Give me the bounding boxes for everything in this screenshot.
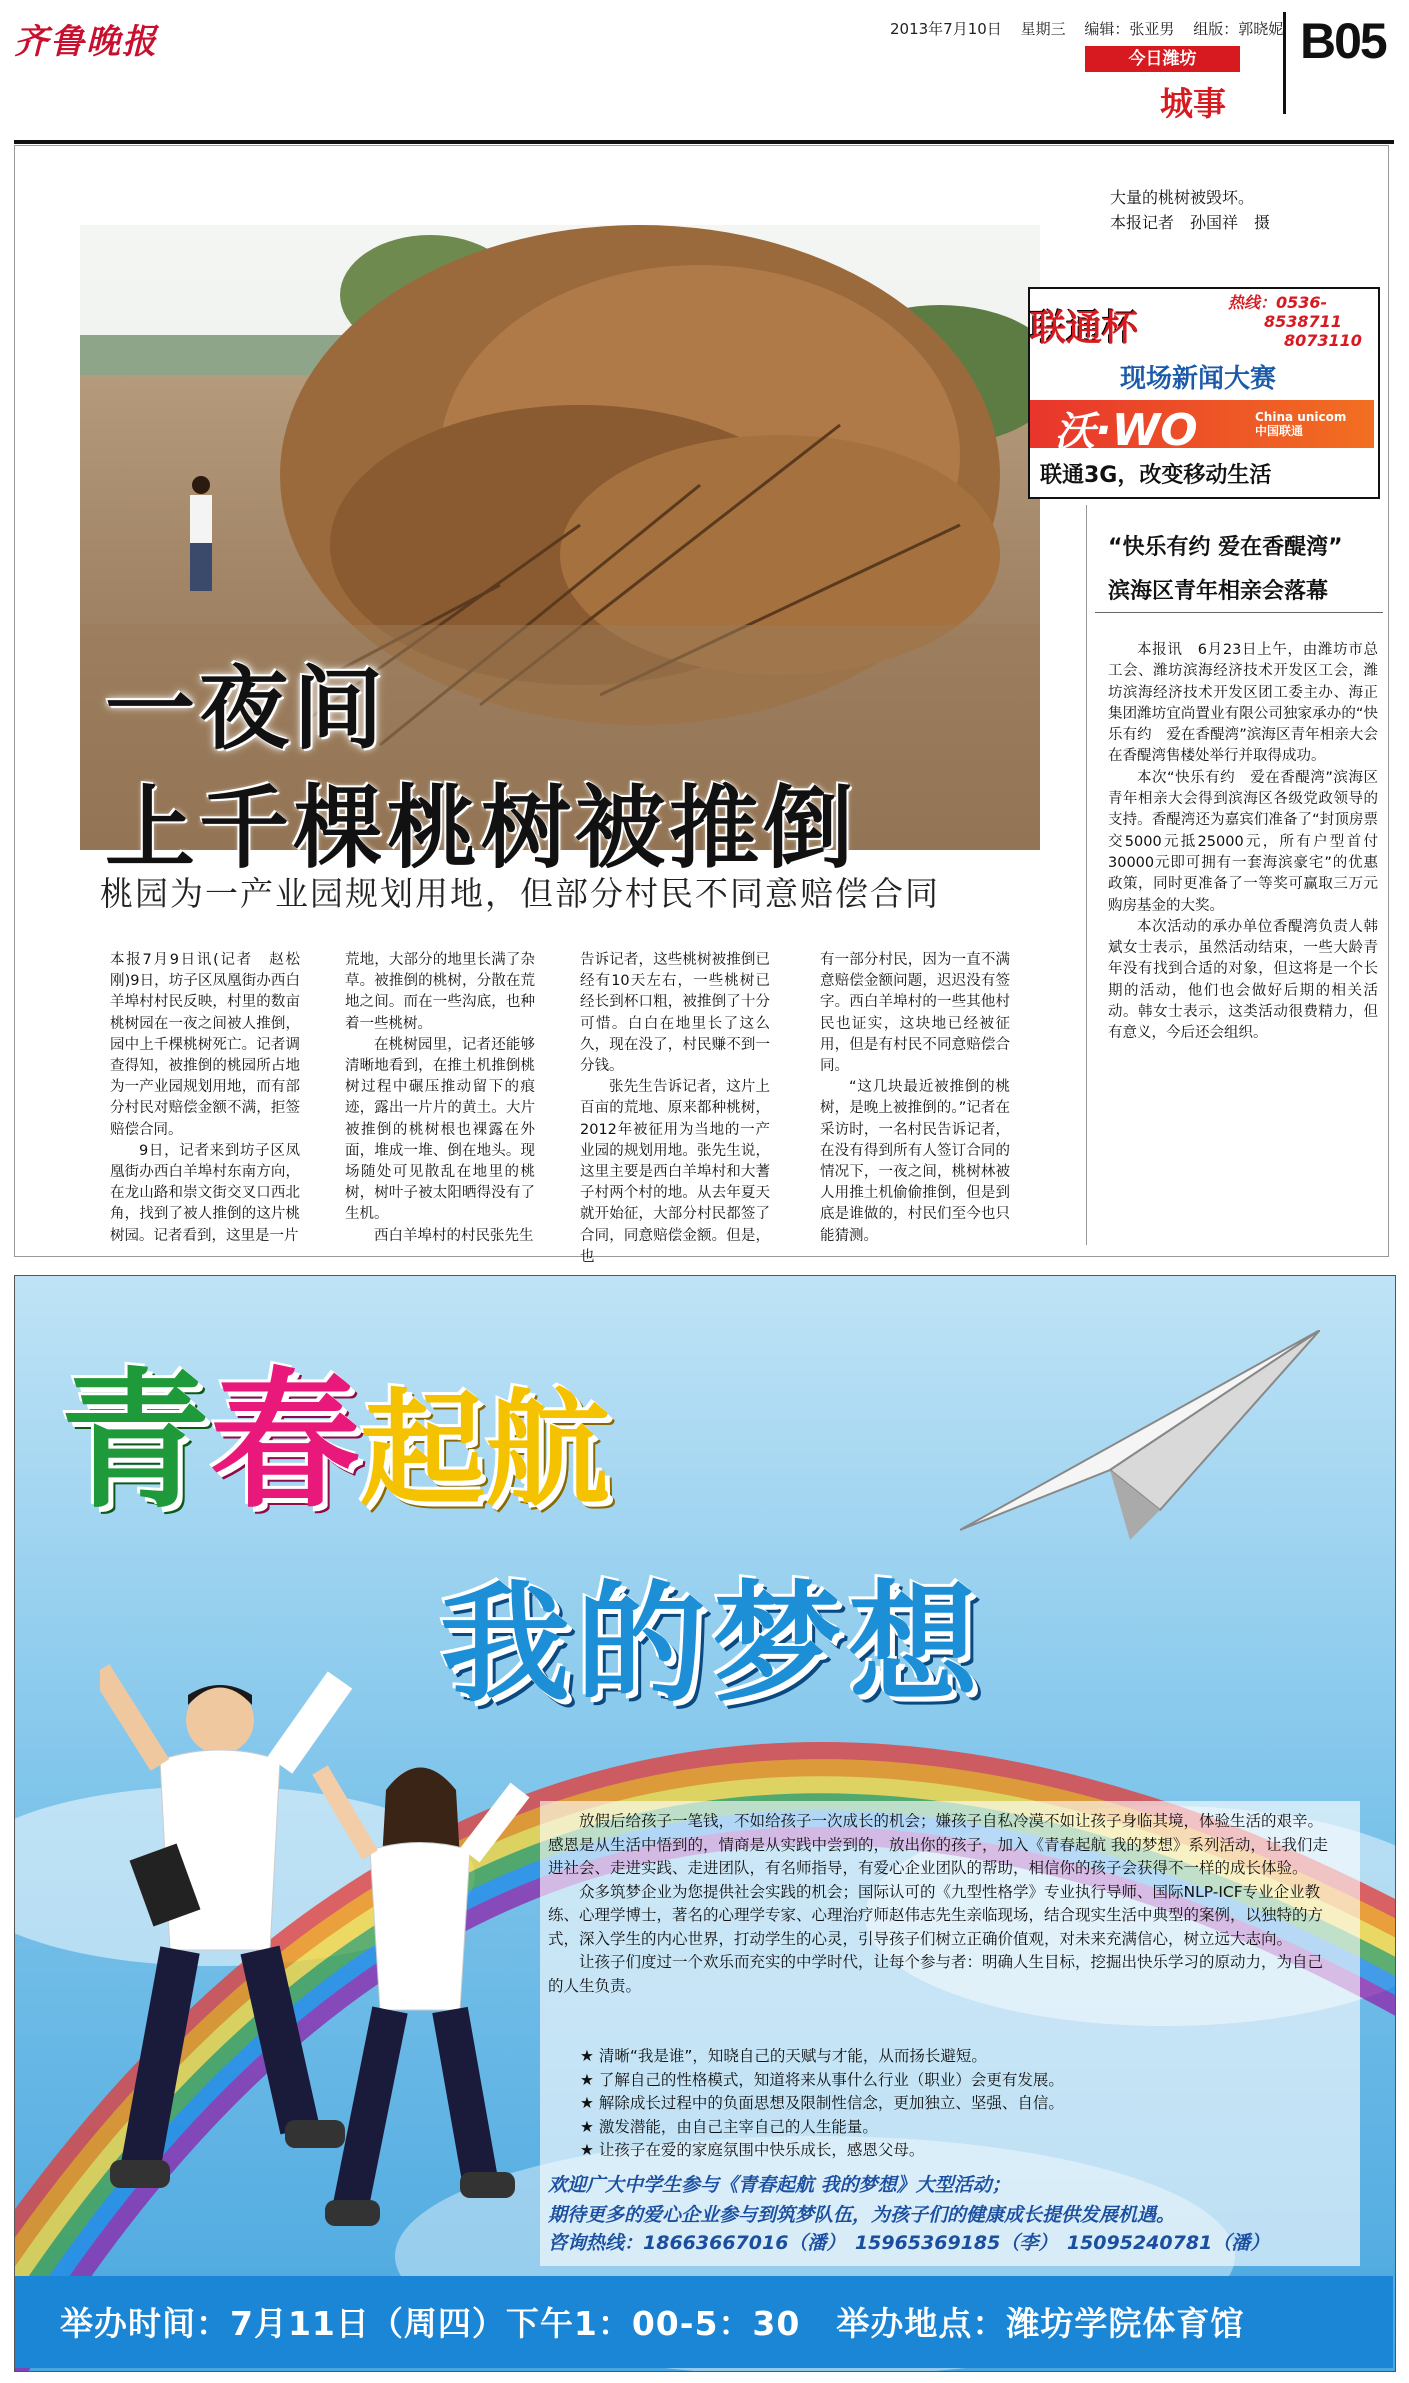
ad-hotline[interactable]: 咨询热线：18663667016（潘） 15965369185（李） 15095240781（潘） bbox=[548, 2232, 1270, 2254]
article-column-4 bbox=[820, 950, 1010, 1247]
side-story-body bbox=[1108, 640, 1378, 1045]
newspaper-masthead: 齐鲁晚报 bbox=[14, 22, 158, 62]
ad-body bbox=[548, 1810, 1338, 1998]
ad-contest-name: 现场新闻大赛 bbox=[1120, 364, 1277, 394]
unicom-logo bbox=[1255, 410, 1346, 438]
event-time: 举办时间：7月11日（周四）下午1：00-5：30 bbox=[60, 2304, 801, 2343]
caption-credit: 本报记者 孙国祥 摄 bbox=[1110, 213, 1271, 232]
subheadline: 桃园为一产业园规划用地，但部分村民不同意赔偿合同 bbox=[100, 874, 940, 913]
header-divider bbox=[1283, 12, 1286, 114]
ad-title-line2: 我的梦想 bbox=[440, 1568, 985, 1720]
article-column-1 bbox=[110, 950, 300, 1247]
unicom-cn: 中国联通 bbox=[1255, 424, 1304, 438]
headline-line2: 上千棵桃树被推倒 bbox=[105, 776, 857, 881]
wo-logo-text: 沃 bbox=[1055, 409, 1095, 455]
side-story-title-2: 滨海区青年相亲会落幕 bbox=[1108, 579, 1329, 604]
ad-benefit-item: ★ 清晰“我是谁”，知晓自己的天赋与才能，从而扬长避短。 bbox=[580, 2047, 987, 2065]
ad-title-char: 航 bbox=[485, 1378, 611, 1523]
article-paragraph: 荒地，大部分的地里长满了杂草。被推倒的桃树，分散在荒地之间。而在一些沟底，也种着一些桃树。 bbox=[345, 952, 535, 1032]
side-story-paragraph: 本次活动的承办单位香醍湾负责人韩斌女士表示，虽然活动结束，一些大龄青年没有找到合适的对象，但这将是一个长期的活动，他们也会做好后期的相关活动。韩女士表示，这类活动很费精力，但有意义，今后还会组织。 bbox=[1108, 918, 1378, 1042]
ad-title-char: 青 bbox=[60, 1355, 211, 1529]
ad-paragraph: 放假后给孩子一笔钱，不如给孩子一次成长的机会；嫌孩子自私冷漠不如让孩子身临其境，体验生活的艰辛。感恩是从生活中悟到的，情商是从实践中尝到的，放出你的孩子，加入《青春起航 我的梦想》系列活动，让我们走进社会、走进实践、走进团队，有名师指导，有爱心企业团队的帮助，相信你的孩子会获得不一样的成长体验。 bbox=[548, 1812, 1328, 1877]
side-story-paragraph: 本报讯 6月23日上午，由潍坊市总工会、潍坊滨海经济技术开发区工会，潍坊滨海经济技术开发区团工委主办、海正集团潍坊宜尚置业有限公司独家承办的“快乐有约 爱在香醍湾”滨海区青年相亲大会在香醍湾售楼处举行并取得成功。 bbox=[1108, 642, 1378, 765]
side-story-rule bbox=[1095, 612, 1383, 613]
ad-benefit-item: ★ 激发潜能，由自己主宰自己的人生能量。 bbox=[580, 2117, 878, 2136]
ad-cup-name: 联通杯 bbox=[1030, 307, 1139, 349]
ad-invitation-line2: 期待更多的爱心企业参与到筑梦队伍，为孩子们的健康成长提供发展机遇。 bbox=[548, 2204, 1176, 2226]
section-tag: 今日潍坊 bbox=[1085, 46, 1240, 72]
headline-line1: 一夜间 bbox=[105, 657, 387, 762]
ad-hotline-label: 热线：0536- bbox=[1228, 293, 1328, 312]
ad-invitation-line1: 欢迎广大中学生参与《青春起航 我的梦想》大型活动； bbox=[548, 2174, 1011, 2196]
article-paragraph: 有一部分村民，因为一直不满意赔偿金额问题，迟迟没有签字。西白羊埠村的一些其他村民也证实，这块地已经被征用，但是有村民不同意赔偿合同。 bbox=[820, 952, 1010, 1075]
side-story-paragraph: 本次“快乐有约 爱在香醍湾”滨海区青年相亲大会得到滨海区各级党政领导的支持。香醍湾还为嘉宾们准备了“封顶房票交5000元抵25000元，所有户型首付30000元即可拥有一套海滨豪宅”的优惠政策，同时更准备了一等奖可赢取三万元购房基金的大奖。 bbox=[1108, 769, 1378, 914]
photo-caption bbox=[1110, 185, 1270, 235]
editor-credit: 编辑：张亚男 bbox=[1084, 20, 1175, 38]
ad-benefit-item: ★ 让孩子在爱的家庭氛围中快乐成长，感恩父母。 bbox=[580, 2141, 925, 2159]
ad-paragraph: 众多筑梦企业为您提供社会实践的机会；国际认可的《九型性格学》专业执行导师、国际NLP-ICF专业企业教练、心理学博士，著名的心理学专家、心理治疗师赵伟志先生亲临现场，结合现实生活中典型的案例，以独特的方式，深入学生的内心世界，打动学生的心灵，引导孩子们树立正确价值观，对未来充满信心，树立远大志向。 bbox=[548, 1882, 1324, 1948]
article-paragraph: 张先生告诉记者，这片上百亩的荒地、原来都种桃树，2012年被征用为当地的一产业园的规划用地。张先生说，这里主要是西白羊埠村和大蓍子村两个村的地。从去年夏天就开始征，大部分村民都签了合同，同意赔偿金额。但是，也 bbox=[580, 1079, 770, 1265]
article-paragraph: 西白羊埠村的村民张先生 bbox=[374, 1227, 534, 1244]
ad-slogan: 联通3G，改变移动生活 bbox=[1040, 463, 1272, 488]
ad-hotline-2: 8073110 bbox=[1284, 331, 1362, 350]
ad-title-char: 春 bbox=[210, 1355, 361, 1529]
article-column-3 bbox=[580, 950, 770, 1268]
article-column-2 bbox=[345, 950, 535, 1247]
ad-hotline-1: 8538711 bbox=[1264, 312, 1342, 331]
header-rule bbox=[14, 140, 1394, 144]
issue-date: 2013年7月10日 bbox=[890, 20, 1002, 38]
ad-title-char: 起 bbox=[360, 1378, 486, 1523]
ad-paragraph: 让孩子们度过一个欢乐而充实的中学时代，让每个参与者：明确人生目标，挖掘出快乐学习的原动力，为自己的人生负责。 bbox=[548, 1953, 1324, 1995]
event-info bbox=[60, 2298, 1280, 2345]
section-name: 城事 bbox=[1160, 84, 1226, 123]
ad-benefit-item: ★ 解除成长过程中的负面思想及限制性信念，更加独立、坚强、自信。 bbox=[580, 2094, 1064, 2112]
paper-plane-icon bbox=[960, 1330, 1320, 1554]
caption-text: 大量的桃树被毁坏。 bbox=[1110, 188, 1255, 207]
side-story-title-1: “快乐有约 爱在香醍湾” bbox=[1108, 535, 1343, 560]
ad-invitation bbox=[548, 2170, 1348, 2230]
issue-weekday: 星期三 bbox=[1020, 20, 1066, 38]
unicom-en: China unicom bbox=[1255, 410, 1347, 424]
article-paragraph: 本报7月9日讯(记者 赵松刚)9日，坊子区凤凰街办西白羊埠村村民反映，村里的数亩桃树园在一夜之间被人推倒，园中上千棵桃树死亡。记者调查得知，被推倒的桃园所占地为一产业园规划用地，而有部分村民对赔偿金额不满，拒签赔偿合同。 bbox=[110, 952, 300, 1138]
event-venue: 举办地点：潍坊学院体育馆 bbox=[836, 2304, 1245, 2343]
wo-logo: 沃·WO bbox=[1055, 405, 1198, 456]
ad-benefit-item: ★ 了解自己的性格模式，知道将来从事什么行业（职业）会更有发展。 bbox=[580, 2070, 1064, 2089]
article-paragraph: “这几块最近被推倒的桃树，是晚上被推倒的。”记者在采访时，一名村民告诉记者，在没有得到所有人签订合同的情况下，一夜之间，桃树林被人用推土机偷偷推倒，但是到底是谁做的，村民们至今也只能猜测。 bbox=[820, 1079, 1010, 1244]
students-photo bbox=[100, 1650, 540, 2244]
header-info bbox=[890, 18, 1297, 39]
ad-title-line1 bbox=[60, 1320, 610, 1536]
article-paragraph: 在桃树园里，记者还能够清晰地看到，在推土机推倒桃树过程中碾压推动留下的痕迹，露出一片片的黄土。大片被推倒的桃树根也裸露在外面，堆成一堆、倒在地头。现场随处可见散乱在地里的桃树，树叶子被太阳晒得没有了生机。 bbox=[345, 1036, 535, 1223]
article-paragraph: 告诉记者，这些桃树被推倒已经有10天左右，一些桃树已经长到杯口粗，被推倒了十分可惜。白白在地里长了这么久，现在没了，村民赚不到一分钱。 bbox=[580, 952, 770, 1075]
ad-hotline bbox=[1228, 293, 1362, 350]
ad-benefit-list bbox=[580, 2045, 1340, 2163]
layout-credit: 组版：郭晓妮 bbox=[1193, 20, 1284, 38]
page-number: B05 bbox=[1300, 13, 1386, 69]
column-divider bbox=[1086, 505, 1087, 1245]
article-paragraph: 9日，记者来到坊子区凤凰街办西白羊埠村东南方向，在龙山路和崇文街交叉口西北角，找到了被人推倒的这片桃树园。记者看到，这里是一片 bbox=[110, 1142, 300, 1244]
